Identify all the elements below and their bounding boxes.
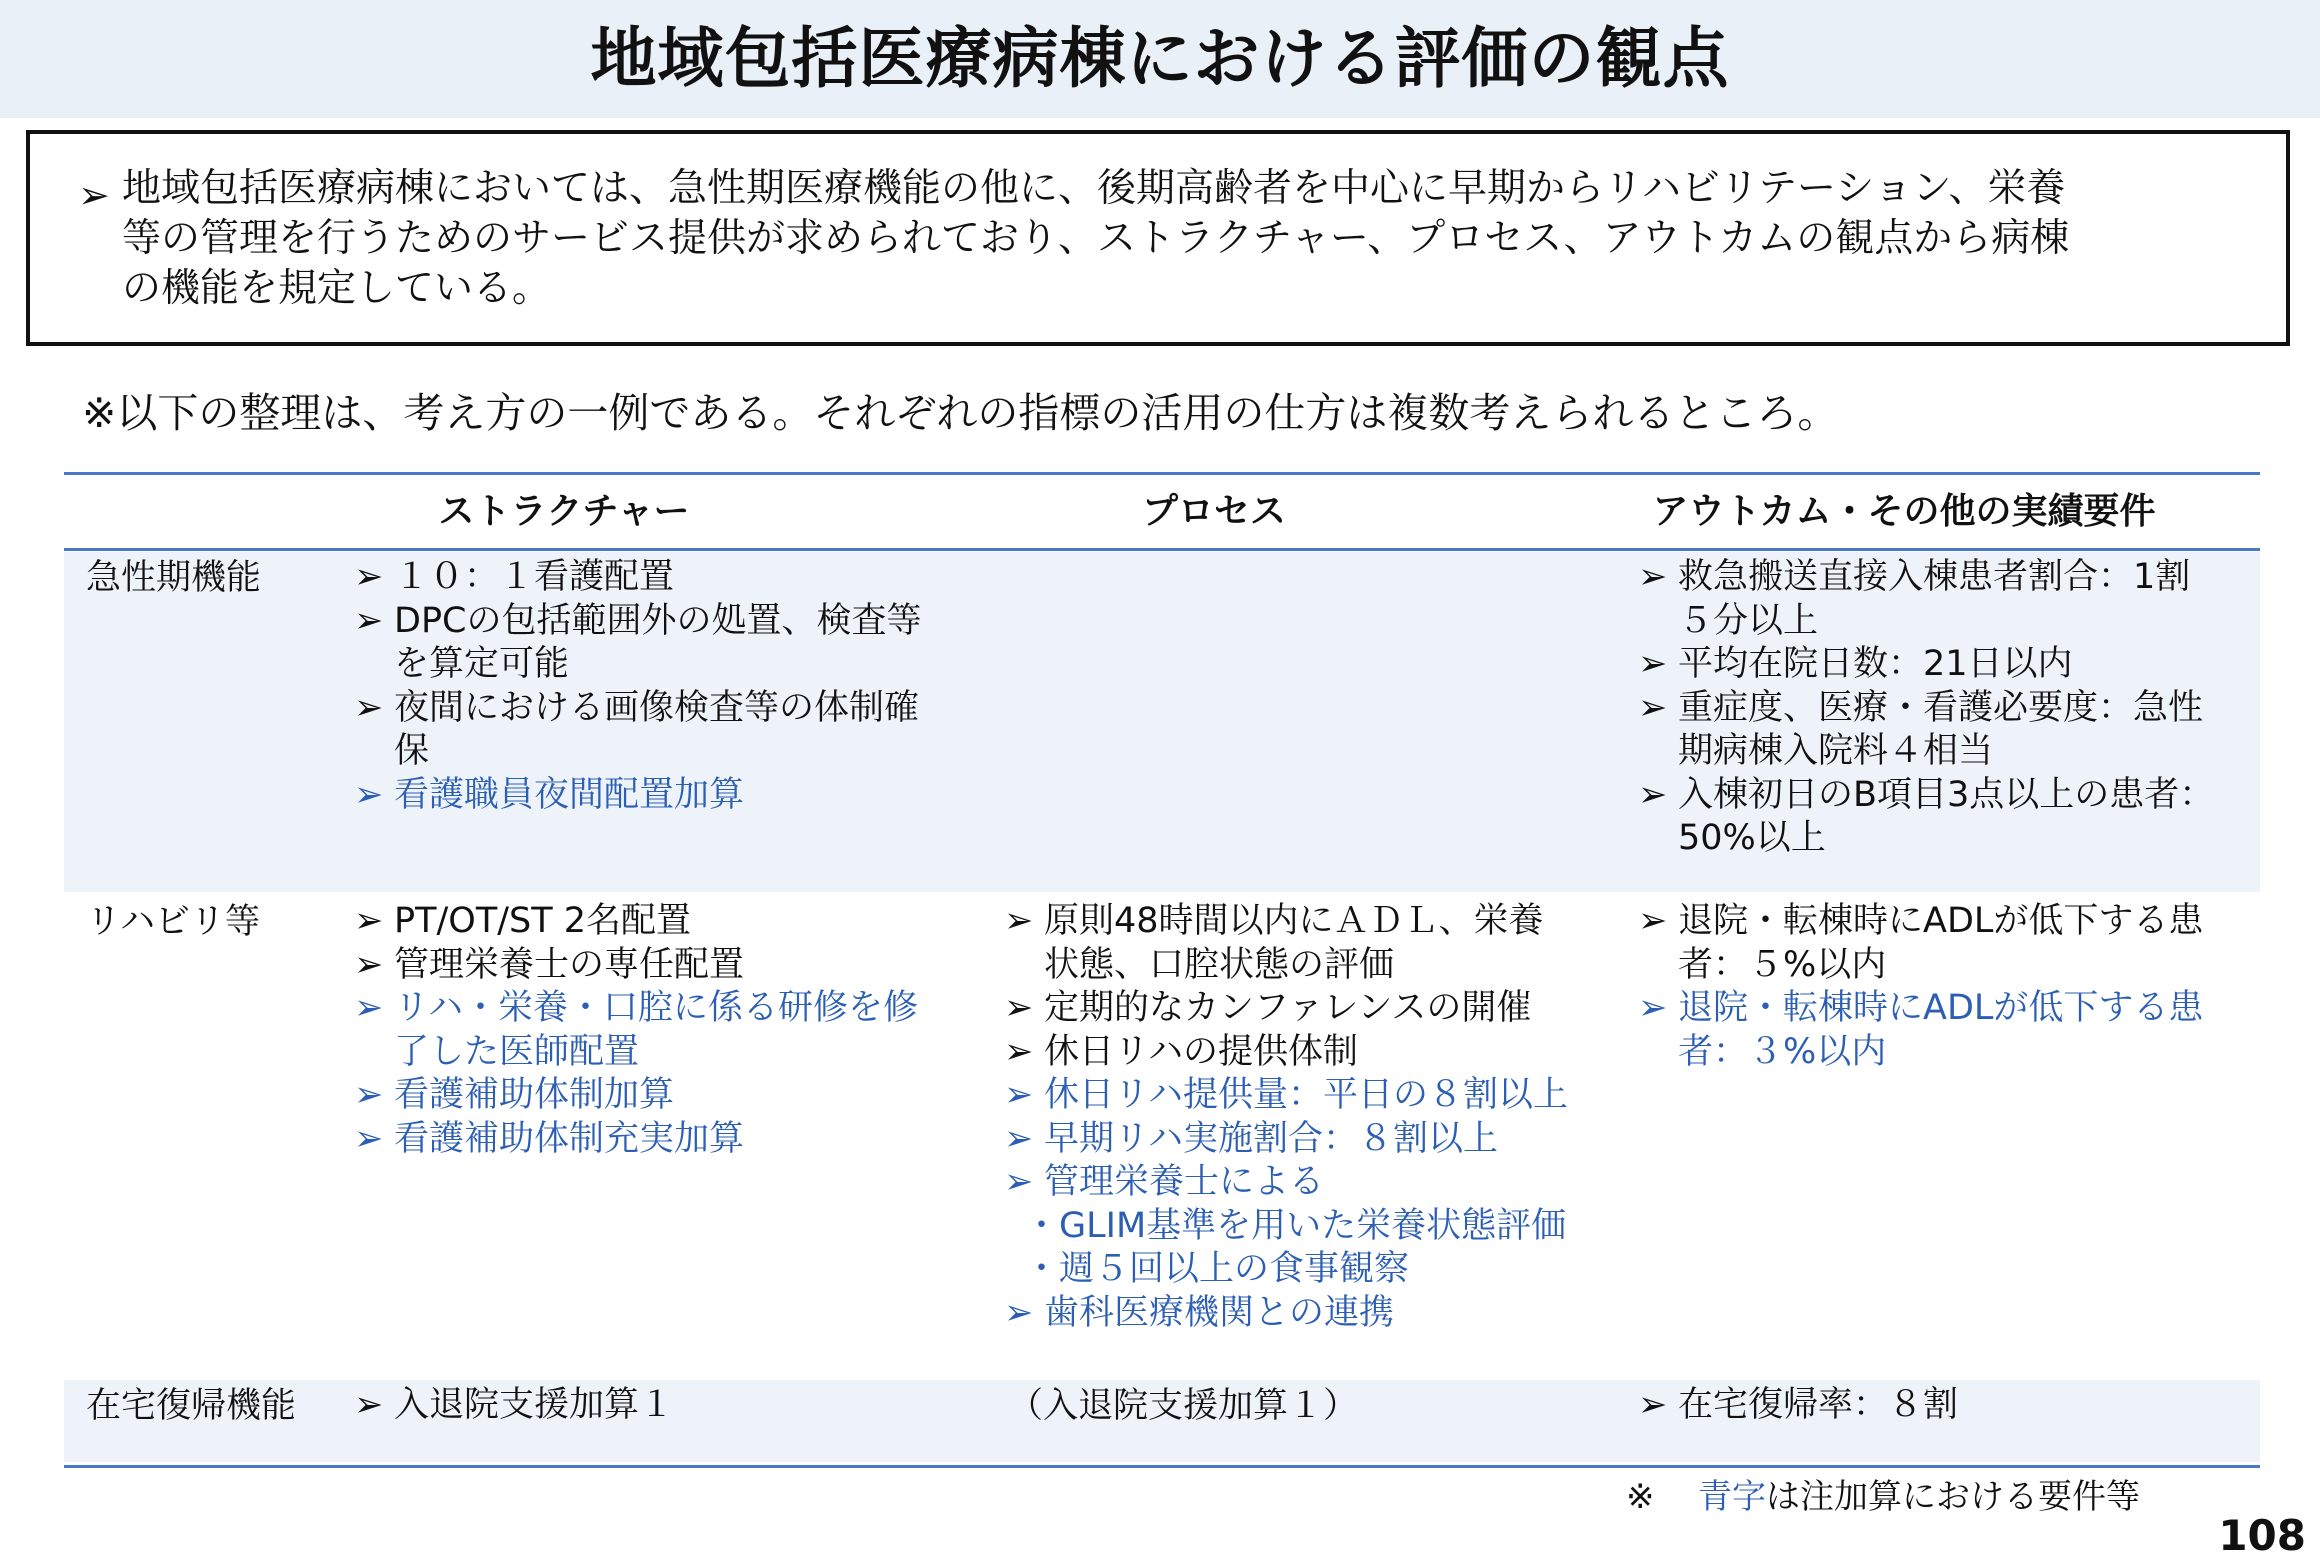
bullet-arrow-icon: ➢ bbox=[354, 774, 384, 815]
row-label-rehab: リハビリ等 bbox=[86, 902, 260, 942]
bullet-text-line: 平均在院日数：21日以内 bbox=[1678, 644, 2073, 684]
bullet-text-line: 重症度、医療・看護必要度：急性 bbox=[1678, 687, 2204, 728]
cell-home-structure bbox=[354, 1384, 954, 1428]
bullet-text-line: を算定可能 bbox=[394, 644, 570, 684]
bullet-arrow-icon: ➢ bbox=[1638, 901, 1668, 941]
bullet-text-line: 管理栄養士による bbox=[1044, 1162, 1325, 1202]
bullet-text-line: 早期リハ実施割合：８割以上 bbox=[1044, 1118, 1498, 1159]
bullet-text-line: PT/OT/ST 2名配置 bbox=[394, 901, 691, 941]
bullet-text-line: 状態、口腔状態の評価 bbox=[1044, 944, 1395, 985]
bullet-item bbox=[1004, 1292, 1624, 1336]
bullet-arrow-icon: ➢ bbox=[354, 988, 384, 1028]
bullet-text-line: 期病棟入院料４相当 bbox=[1678, 731, 1994, 771]
row-label-home: 在宅復帰機能 bbox=[86, 1386, 297, 1426]
summary-line: 等の管理を行うためのサービス提供が求められており、ストラクチャー、プロセス、アウトカムの観点から病棟 bbox=[122, 216, 2070, 261]
bullet-text-line: ５分以上 bbox=[1678, 600, 1819, 641]
summary-arrow-icon: ➢ bbox=[78, 173, 110, 217]
cell-acute-outcome bbox=[1638, 556, 2238, 861]
bullet-text-line: 定期的なカンファレンスの開催 bbox=[1044, 988, 1532, 1028]
bullet-arrow-icon: ➢ bbox=[1004, 901, 1034, 941]
table-bottom-rule bbox=[64, 1465, 2260, 1468]
bullet-item bbox=[354, 600, 954, 687]
bullet-item bbox=[354, 1384, 954, 1428]
bullet-arrow-icon: ➢ bbox=[354, 687, 384, 728]
bullet-text-line: 看護補助体制加算 bbox=[394, 1075, 675, 1115]
cell-home-outcome bbox=[1638, 1384, 2238, 1428]
bullet-text-line: 在宅復帰率：８割 bbox=[1678, 1385, 1959, 1425]
bullet-text-line: ・週５回以上の食事観察 bbox=[1024, 1249, 1410, 1289]
bullet-item bbox=[354, 944, 954, 988]
bullet-arrow-icon: ➢ bbox=[1004, 1075, 1034, 1115]
footnote bbox=[1626, 1473, 2140, 1521]
bullet-text-line: 休日リハの提供体制 bbox=[1044, 1031, 1358, 1072]
bullet-item bbox=[1004, 1031, 1624, 1075]
bullet-item bbox=[354, 1118, 954, 1162]
bullet-text-line: 了した医師配置 bbox=[394, 1031, 640, 1072]
bullet-item bbox=[354, 687, 954, 774]
bullet-text-line: １０：１看護配置 bbox=[394, 557, 675, 597]
bullet-arrow-icon: ➢ bbox=[1638, 774, 1668, 815]
header-rule bbox=[64, 548, 2260, 551]
bullet-text-line: 退院・転棟時にADLが低下する患 bbox=[1678, 901, 2204, 941]
header-outcome: アウトカム・その他の実績要件 bbox=[1652, 491, 2156, 532]
bullet-arrow-icon: ➢ bbox=[1638, 687, 1668, 728]
bullet-item bbox=[1638, 556, 2238, 643]
bullet-item bbox=[1638, 900, 2238, 987]
cell-rehab-outcome bbox=[1638, 900, 2238, 1074]
bullet-text-line: 看護職員夜間配置加算 bbox=[394, 774, 745, 815]
bullet-item bbox=[1638, 774, 2238, 861]
bullet-text-line: 50%以上 bbox=[1678, 818, 1826, 858]
bullet-text-line: 入退院支援加算１ bbox=[394, 1385, 675, 1425]
bullet-arrow-icon: ➢ bbox=[1638, 557, 1668, 597]
bullet-item bbox=[1638, 987, 2238, 1074]
bullet-arrow-icon: ➢ bbox=[354, 1118, 384, 1159]
bullet-arrow-icon: ➢ bbox=[1004, 1162, 1034, 1202]
bullet-arrow-icon: ➢ bbox=[354, 557, 384, 597]
bullet-arrow-icon: ➢ bbox=[354, 600, 384, 641]
bullet-arrow-icon: ➢ bbox=[354, 944, 384, 985]
bullet-text-line: 退院・転棟時にADLが低下する患 bbox=[1678, 988, 2204, 1028]
cell-rehab-structure bbox=[354, 900, 954, 1161]
bullet-arrow-icon: ➢ bbox=[1004, 1031, 1034, 1072]
bullet-item bbox=[1004, 987, 1624, 1031]
bullet-item bbox=[1004, 1161, 1624, 1205]
bullet-arrow-icon: ➢ bbox=[1638, 644, 1668, 684]
page-number: 108 bbox=[2218, 1511, 2306, 1560]
bullet-text-line: 保 bbox=[394, 731, 430, 771]
note-text: ※以下の整理は、考え方の一例である。それぞれの指標の活用の仕方は複数考えられるところ。 bbox=[82, 389, 1839, 437]
bullet-text-line: 者：３%以内 bbox=[1678, 1031, 1887, 1072]
summary-line: の機能を規定している。 bbox=[122, 266, 552, 311]
footnote-mark: ※ bbox=[1626, 1477, 1655, 1517]
bullet-arrow-icon: ➢ bbox=[1638, 988, 1668, 1028]
header-structure: ストラクチャー bbox=[438, 491, 690, 532]
bullet-text-line: 管理栄養士の専任配置 bbox=[394, 944, 745, 985]
evaluation-table bbox=[64, 472, 2260, 1468]
bullet-text-line: 歯科医療機関との連携 bbox=[1044, 1292, 1395, 1333]
cell-rehab-process bbox=[1004, 900, 1624, 1335]
bullet-text-line: 休日リハ提供量：平日の８割以上 bbox=[1044, 1075, 1568, 1115]
bullet-item bbox=[354, 900, 954, 944]
bullet-item bbox=[1638, 1384, 2238, 1428]
bullet-item bbox=[354, 774, 954, 818]
bullet-text-line: リハ・栄養・口腔に係る研修を修 bbox=[394, 988, 918, 1028]
cell-acute-structure bbox=[354, 556, 954, 817]
page-title: 地域包括医療病棟における評価の観点 bbox=[590, 20, 1730, 97]
bullet-arrow-icon: ➢ bbox=[1638, 1385, 1668, 1425]
bullet-item bbox=[354, 556, 954, 600]
bullet-text-line: 夜間における画像検査等の体制確 bbox=[394, 687, 920, 728]
footnote-blue-word: 青字 bbox=[1698, 1477, 1766, 1517]
bullet-text-line: DPCの包括範囲外の処置、検査等 bbox=[394, 600, 922, 641]
bullet-item bbox=[354, 1074, 954, 1118]
bullet-item bbox=[1004, 1118, 1624, 1162]
summary-box bbox=[26, 130, 2290, 346]
bullet-arrow-icon: ➢ bbox=[1004, 1118, 1034, 1159]
header-process: プロセス bbox=[1141, 491, 1286, 532]
bullet-text-line: 者：５%以内 bbox=[1678, 944, 1887, 985]
bullet-item bbox=[354, 987, 954, 1074]
table-top-rule bbox=[64, 472, 2260, 475]
row-label-acute: 急性期機能 bbox=[86, 558, 262, 598]
bullet-text-line: ・GLIM基準を用いた栄養状態評価 bbox=[1024, 1205, 1567, 1246]
bullet-text-line: 救急搬送直接入棟患者割合：1割 bbox=[1678, 557, 2191, 597]
bullet-item bbox=[1638, 643, 2238, 687]
bullet-arrow-icon: ➢ bbox=[1004, 1292, 1034, 1333]
bullet-arrow-icon: ➢ bbox=[354, 901, 384, 941]
summary-text bbox=[122, 164, 2262, 314]
bullet-item bbox=[1638, 687, 2238, 774]
footnote-text: は注加算における要件等 bbox=[1766, 1477, 2140, 1517]
bullet-text-line: 原則48時間以内にＡＤＬ、栄養 bbox=[1044, 901, 1544, 941]
bullet-arrow-icon: ➢ bbox=[354, 1385, 384, 1425]
bullet-item bbox=[1004, 1205, 1624, 1249]
bullet-item bbox=[1004, 1074, 1624, 1118]
summary-line: 地域包括医療病棟においては、急性期医療機能の他に、後期高齢者を中心に早期からリハビリテーション、栄養 bbox=[122, 166, 2066, 211]
bullet-arrow-icon: ➢ bbox=[1004, 988, 1034, 1028]
bullet-item bbox=[1004, 1248, 1624, 1292]
bullet-item bbox=[1004, 900, 1624, 987]
bullet-arrow-icon: ➢ bbox=[354, 1075, 384, 1115]
bullet-text-line: 入棟初日のB項目3点以上の患者： bbox=[1678, 774, 2215, 815]
cell-home-process: （入退院支援加算１） bbox=[1008, 1386, 1359, 1426]
bullet-text-line: 看護補助体制充実加算 bbox=[394, 1118, 745, 1159]
